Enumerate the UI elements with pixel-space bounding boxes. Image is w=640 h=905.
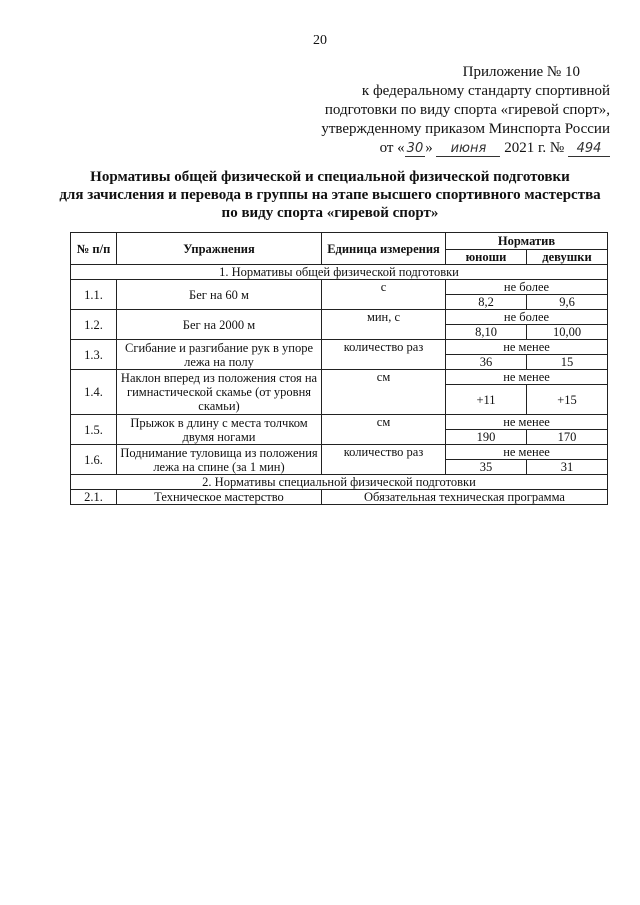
row-girls: 31 (527, 460, 608, 475)
row-unit: мин, с (322, 310, 446, 340)
appendix-line-1: к федеральному стандарту спортивной (361, 83, 610, 99)
section-2-title: 2. Нормативы специальной физической подготовки (71, 475, 608, 490)
row-exercise: Техническое мастерство (117, 490, 322, 505)
date-mid: » (425, 140, 433, 156)
page-number: 20 (313, 33, 327, 48)
row-boys: 35 (446, 460, 527, 475)
row-boys: +11 (446, 385, 527, 415)
row-girls: 10,00 (527, 325, 608, 340)
row-condition: не менее (446, 415, 608, 430)
row-exercise: Бег на 2000 м (117, 310, 322, 340)
row-condition: не более (446, 310, 608, 325)
row-exercise: Сгибание и разгибание рук в упоре лежа на полу (117, 340, 322, 370)
appendix-line-3: утвержденному приказом Минспорта России (321, 121, 610, 137)
row-condition: не более (446, 280, 608, 295)
row-exercise: Бег на 60 м (117, 280, 322, 310)
row-num: 1.3. (71, 340, 117, 370)
row-condition: не менее (446, 445, 608, 460)
row-condition: не менее (446, 370, 608, 385)
date-year: 2021 г. № (504, 140, 565, 156)
norms-table (70, 232, 608, 505)
appendix-title: Приложение № 10 (462, 64, 580, 80)
row-unit: с (322, 280, 446, 310)
header-girls: девушки (527, 250, 608, 265)
order-number-handwritten: 494 (568, 142, 610, 157)
row-num: 1.6. (71, 445, 117, 475)
row-boys: 190 (446, 430, 527, 445)
row-boys: 8,2 (446, 295, 527, 310)
row-girls: 170 (527, 430, 608, 445)
row-girls: 15 (527, 355, 608, 370)
row-girls: +15 (527, 385, 608, 415)
row-technical-program: Обязательная техническая программа (322, 490, 608, 505)
row-exercise: Прыжок в длину с места толчком двумя ногами (117, 415, 322, 445)
date-month-handwritten: июня (436, 142, 500, 157)
date-day-handwritten: 30 (406, 141, 424, 156)
header-unit: Единица измерения (322, 233, 446, 265)
row-num: 1.4. (71, 370, 117, 415)
header-num: № п/п (71, 233, 117, 265)
row-unit: см (322, 415, 446, 445)
date-prefix: от « (379, 140, 405, 156)
row-num: 1.1. (71, 280, 117, 310)
document-title (50, 168, 610, 222)
header-exercise: Упражнения (117, 233, 322, 265)
row-boys: 8,10 (446, 325, 527, 340)
title-line-3: по виду спорта «гиревой спорт» (221, 205, 439, 221)
row-num: 1.5. (71, 415, 117, 445)
section-1-title: 1. Нормативы общей физической подготовки (71, 265, 608, 280)
row-girls: 9,6 (527, 295, 608, 310)
row-exercise: Поднимание туловища из положения лежа на спине (за 1 мин) (117, 445, 322, 475)
header-boys: юноши (446, 250, 527, 265)
row-num: 2.1. (71, 490, 117, 505)
title-line-2: для зачисления и перевода в группы на этапе высшего спортивного мастерства (59, 187, 601, 203)
appendix-date-line (310, 139, 610, 158)
row-unit: количество раз (322, 445, 446, 475)
row-exercise: Наклон вперед из положения стоя на гимнастической скамье (от уровня скамьи) (117, 370, 322, 415)
appendix-line-2: подготовки по виду спорта «гиревой спорт», (324, 102, 610, 118)
row-unit: количество раз (322, 340, 446, 370)
row-boys: 36 (446, 355, 527, 370)
title-line-1: Нормативы общей физической и специальной физической подготовки (90, 169, 570, 185)
row-num: 1.2. (71, 310, 117, 340)
row-unit: см (322, 370, 446, 415)
row-condition: не менее (446, 340, 608, 355)
header-norm: Норматив (446, 233, 608, 250)
appendix-header (310, 63, 610, 158)
